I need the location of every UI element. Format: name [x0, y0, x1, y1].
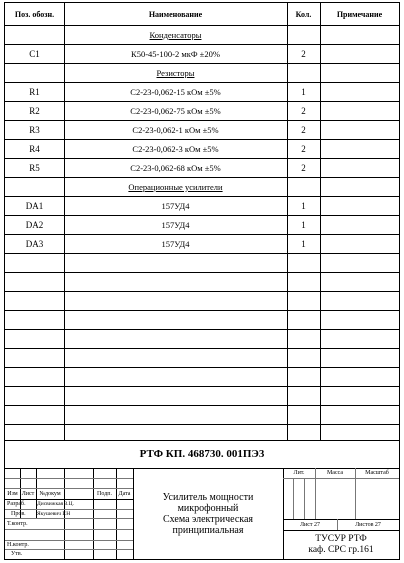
quantity-cell — [287, 291, 320, 310]
section-heading: Резисторы — [156, 67, 195, 78]
quantity-cell — [287, 405, 320, 424]
note-cell — [320, 25, 399, 44]
note-cell — [320, 234, 399, 253]
massa-label: Масса — [326, 470, 344, 476]
position-cell — [5, 63, 64, 82]
lit-label: Лит. — [293, 470, 305, 476]
name-cell: С2-23-0,062-1 кОм ±5% — [132, 124, 219, 135]
quantity-cell — [287, 177, 320, 196]
title-line-3: Схема электрическая — [162, 514, 254, 525]
name-cell: 157УД4 — [161, 200, 190, 211]
section-heading: Конденсаторы — [149, 29, 202, 40]
document-code: РТФ КП. 468730. 001ПЭ3 — [139, 448, 265, 460]
position-cell — [5, 310, 64, 329]
position-cell — [5, 291, 64, 310]
note-cell — [320, 215, 399, 234]
col-data: Дата — [118, 490, 131, 497]
note-cell — [320, 386, 399, 405]
position-cell: DA2 — [25, 219, 44, 230]
quantity-cell: 2 — [301, 124, 306, 135]
col-ndokum: №докум — [39, 490, 61, 497]
name-cell — [64, 348, 287, 367]
drawing-title — [133, 468, 283, 560]
sheet-number: Лист 27 — [299, 521, 321, 528]
note-cell — [320, 82, 399, 101]
role-razrab-name: Дисвижкая З.Ц. — [37, 501, 74, 507]
role-tkontr: Т.контр. — [7, 520, 28, 527]
name-cell — [64, 253, 287, 272]
position-cell: R4 — [29, 143, 40, 154]
name-cell: С2-23-0,062-3 кОм ±5% — [132, 143, 219, 154]
position-cell: DA1 — [25, 200, 44, 211]
note-cell — [320, 158, 399, 177]
header-name: Наименование — [148, 9, 203, 19]
name-cell — [64, 310, 287, 329]
quantity-cell: 2 — [301, 143, 306, 154]
note-cell — [320, 405, 399, 424]
title-line-4: принципиальная — [172, 525, 244, 536]
position-cell — [5, 329, 64, 348]
quantity-cell — [287, 25, 320, 44]
position-cell — [5, 405, 64, 424]
name-cell — [64, 329, 287, 348]
name-cell — [64, 405, 287, 424]
col-izm: Изм — [7, 490, 18, 497]
position-cell — [5, 253, 64, 272]
role-prov: Пров. — [11, 510, 26, 517]
note-cell — [320, 101, 399, 120]
note-cell — [320, 196, 399, 215]
role-razrab: Разраб. — [7, 501, 26, 507]
position-cell — [5, 272, 64, 291]
note-cell — [320, 177, 399, 196]
quantity-cell — [287, 386, 320, 405]
note-cell — [320, 63, 399, 82]
name-cell: С2-23-0,062-15 кОм ±5% — [130, 86, 221, 97]
name-cell — [64, 386, 287, 405]
header-pos: Поз. обозн. — [14, 9, 55, 19]
col-podp: Подп. — [97, 490, 112, 497]
quantity-cell — [287, 329, 320, 348]
name-cell: 157УД4 — [161, 238, 190, 249]
note-cell — [320, 139, 399, 158]
header-qty: Кол. — [295, 9, 312, 19]
quantity-cell — [287, 348, 320, 367]
note-cell — [320, 329, 399, 348]
title-line-1: Усилитель мощности — [162, 492, 254, 503]
note-cell — [320, 310, 399, 329]
quantity-cell — [287, 272, 320, 291]
quantity-cell: 1 — [301, 200, 306, 211]
quantity-cell — [287, 63, 320, 82]
note-cell — [320, 44, 399, 63]
role-utv: Утв. — [11, 551, 23, 557]
quantity-cell: 1 — [301, 238, 306, 249]
quantity-cell — [287, 367, 320, 386]
note-cell — [320, 272, 399, 291]
name-cell: С2-23-0,062-68 кОм ±5% — [130, 162, 221, 173]
position-cell: R1 — [29, 86, 40, 97]
note-cell — [320, 120, 399, 139]
position-cell — [5, 386, 64, 405]
quantity-cell: 1 — [301, 86, 306, 97]
position-cell — [5, 25, 64, 44]
title-line-2: микрофонный — [177, 503, 239, 514]
header-note: Примечание — [336, 9, 383, 19]
position-cell: R2 — [29, 105, 40, 116]
quantity-cell — [287, 253, 320, 272]
position-cell: R5 — [29, 162, 40, 173]
name-cell: К50-45-100-2 мкФ ±20% — [131, 48, 220, 59]
org-line-2: каф. СРС гр.161 — [308, 545, 374, 555]
sheet-count: Листов 27 — [355, 521, 381, 528]
position-cell: C1 — [29, 48, 40, 59]
org-line-1: ТУСУР РТФ — [315, 534, 367, 544]
quantity-cell: 1 — [301, 219, 306, 230]
note-cell — [320, 253, 399, 272]
note-cell — [320, 291, 399, 310]
position-cell: R3 — [29, 124, 40, 135]
role-nkontr: Н.контр. — [7, 541, 29, 548]
role-prov-name: Якушевич Г.Н — [37, 510, 71, 517]
document-sheet — [4, 2, 400, 560]
note-cell — [320, 348, 399, 367]
quantity-cell: 2 — [301, 105, 306, 116]
name-cell — [64, 291, 287, 310]
position-cell — [5, 348, 64, 367]
organization — [283, 530, 399, 560]
section-heading: Операционные усилители — [128, 181, 223, 192]
masshtab-label: Масштаб — [365, 470, 389, 476]
position-cell: DA3 — [25, 238, 44, 249]
name-cell: 157УД4 — [161, 219, 190, 230]
note-cell — [320, 367, 399, 386]
name-cell — [64, 367, 287, 386]
name-cell: С2-23-0,062-75 кОм ±5% — [130, 105, 221, 116]
quantity-cell: 2 — [301, 48, 306, 59]
position-cell — [5, 367, 64, 386]
position-cell — [5, 177, 64, 196]
quantity-cell — [287, 310, 320, 329]
name-cell — [64, 272, 287, 291]
col-list: Лист — [21, 490, 35, 497]
quantity-cell: 2 — [301, 162, 306, 173]
